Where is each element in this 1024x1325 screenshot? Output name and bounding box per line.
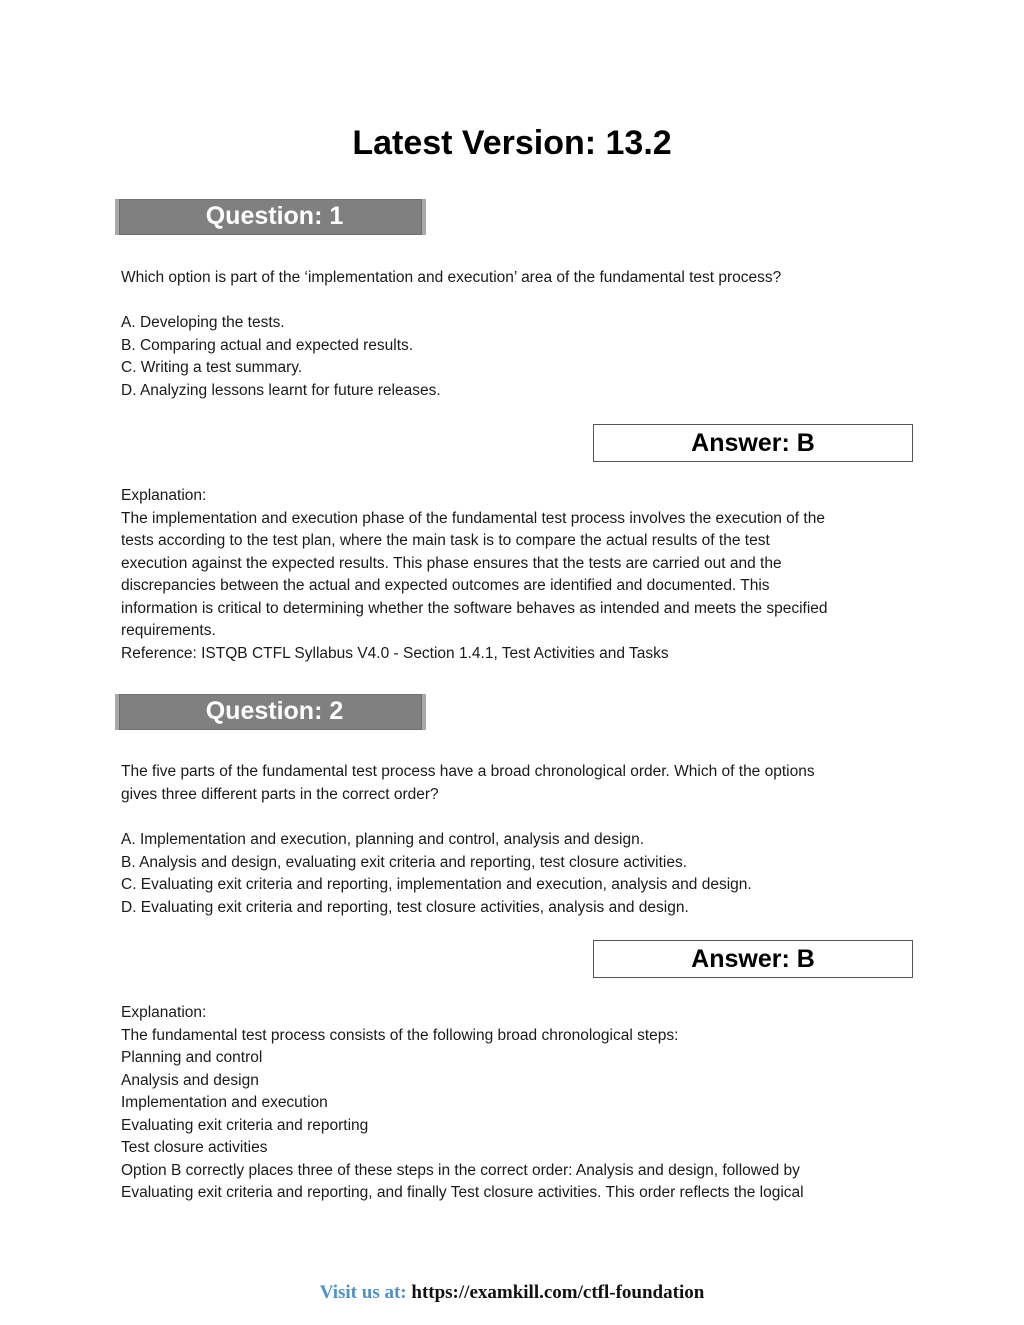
option-c: C. Evaluating exit criteria and reporting, implementation and execution, analysis and design.	[121, 876, 752, 893]
question-2-explanation	[121, 1002, 921, 1205]
explanation-line: Test closure activities	[121, 1139, 268, 1156]
explanation-line: Planning and control	[121, 1049, 263, 1066]
question-1-label: Question: 1	[205, 202, 344, 230]
explanation-line: requirements.	[121, 622, 216, 639]
question-1-answer-box	[593, 424, 913, 462]
explanation-line: Analysis and design	[121, 1071, 259, 1089]
option-b: B. Analysis and design, evaluating exit criteria and reporting, test closure activities.	[121, 853, 688, 871]
explanation-line: discrepancies between the actual and expected outcomes are identified and documented. This	[121, 577, 770, 594]
question-2-label: Question: 2	[205, 697, 344, 725]
explanation-line: Reference: ISTQB CTFL Syllabus V4.0 - Section 1.4.1, Test Activities and Tasks	[121, 644, 669, 662]
question-1-text	[121, 267, 921, 290]
question-2-answer-box	[593, 940, 913, 978]
option-a: A. Developing the tests.	[121, 314, 285, 331]
option-a: A. Implementation and execution, planning and control, analysis and design.	[121, 831, 645, 848]
page-footer	[0, 1282, 1024, 1304]
explanation-line: Evaluating exit criteria and reporting	[121, 1116, 369, 1134]
explanation-line: The fundamental test process consists of the following broad chronological steps:	[121, 1026, 679, 1044]
option-d: D. Evaluating exit criteria and reporting, test closure activities, analysis and design.	[121, 898, 689, 916]
option-b: B. Comparing actual and expected results.	[121, 336, 414, 354]
option-d: D. Analyzing lessons learnt for future releases.	[121, 381, 441, 399]
explanation-line: execution against the expected results. This phase ensures that the tests are carried out and the	[121, 554, 782, 572]
explanation-line: Explanation:	[121, 487, 207, 504]
question-2-text	[121, 761, 921, 806]
question-line: gives three different parts in the correct order?	[121, 785, 439, 803]
question-1-answer: Answer: B	[691, 429, 815, 457]
question-1-banner	[115, 199, 426, 235]
explanation-line: Implementation and execution	[121, 1094, 328, 1111]
question-2-banner	[115, 694, 426, 730]
explanation-line: Explanation:	[121, 1004, 207, 1021]
question-2-options	[121, 829, 921, 919]
explanation-line: The implementation and execution phase of the fundamental test process involves the execution of the	[121, 509, 825, 527]
footer-visit-label: Visit us at:	[319, 1282, 407, 1303]
explanation-line: Option B correctly places three of these steps in the correct order: Analysis and design, followed by	[121, 1161, 800, 1179]
question-1-explanation	[121, 485, 921, 665]
question-1-options	[121, 312, 921, 402]
page-title: Latest Version: 13.2	[352, 124, 672, 162]
option-c: C. Writing a test summary.	[121, 359, 303, 376]
question-2-answer: Answer: B	[691, 945, 815, 973]
question-line: The five parts of the fundamental test process have a broad chronological order. Which of the options	[121, 763, 815, 780]
explanation-line: tests according to the test plan, where the main task is to compare the actual results of the test	[121, 532, 770, 549]
explanation-line: Evaluating exit criteria and reporting, and finally Test closure activities. This order reflects the logical	[121, 1184, 804, 1201]
footer-url-link[interactable]: https://examkill.com/ctfl-foundation	[411, 1282, 705, 1303]
explanation-line: information is critical to determining whether the software behaves as intended and meets the specified	[121, 599, 828, 617]
question-line: Which option is part of the ‘implementation and execution’ area of the fundamental test process?	[121, 269, 782, 286]
